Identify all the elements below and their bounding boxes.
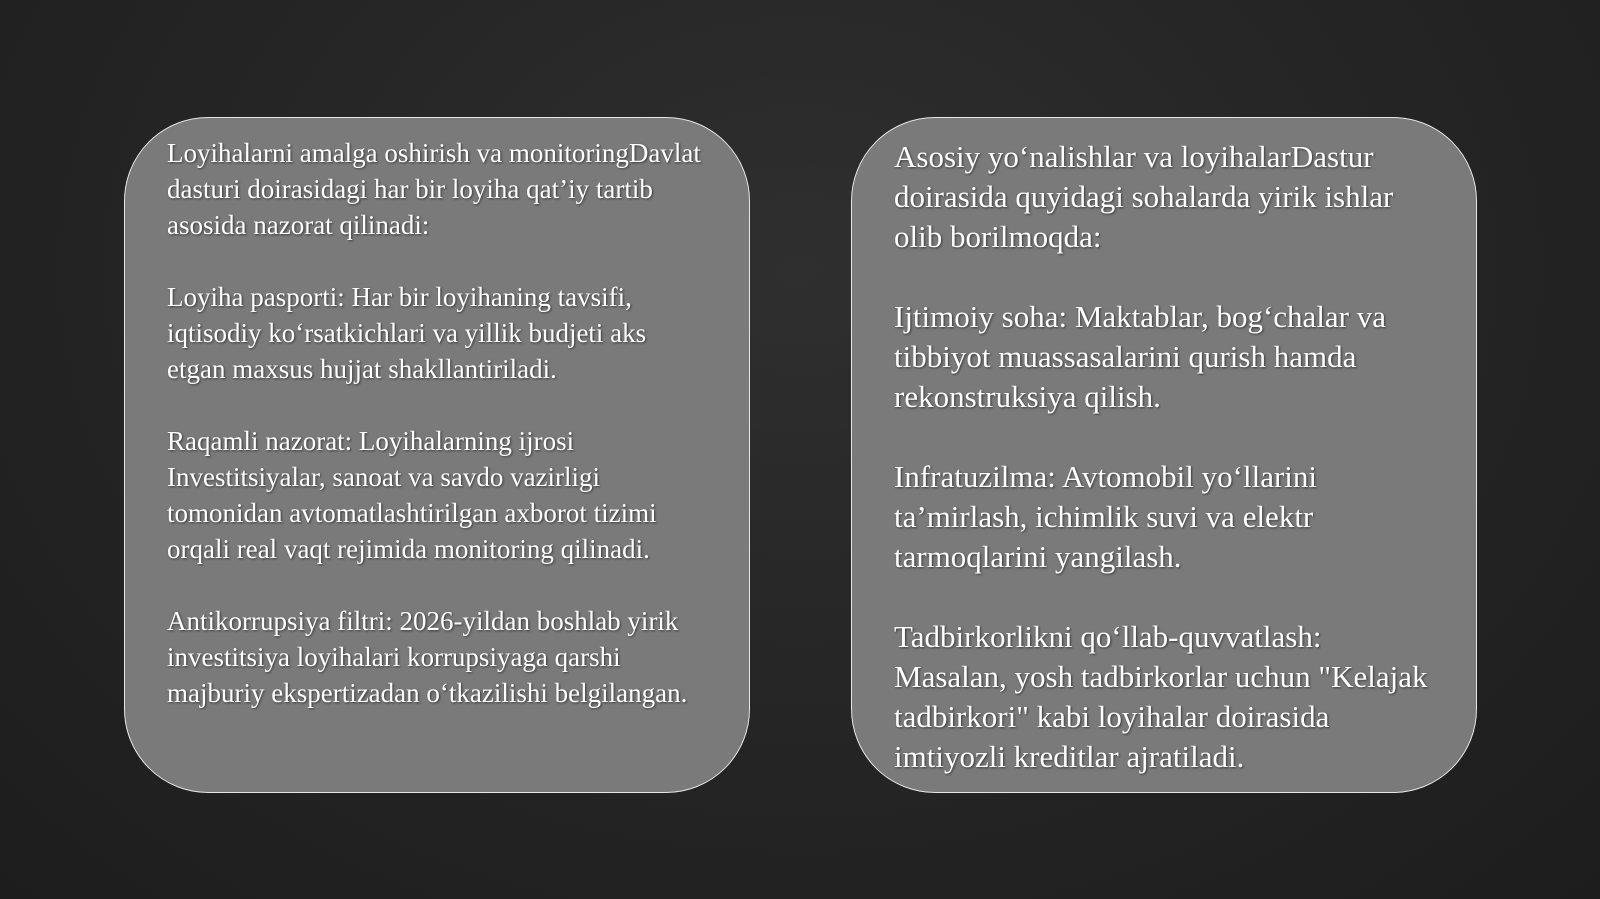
right-paragraph-intro: Asosiy yo‘nalishlar va loyihalarDastur doirasida quyidagi sohalarda yirik ishlar olib borilmoqda: bbox=[894, 139, 1394, 254]
left-paragraph-project-passport: Loyiha pasporti: Har bir loyihaning tavsifi, iqtisodiy ko‘rsatkichlari va yillik budjeti aks etgan maxsus hujjat shakllantiriladi. bbox=[167, 282, 647, 384]
left-paragraph-digital-control: Raqamli nazorat: Loyihalarning ijrosi Investitsiyalar, sanoat va savdo vazirligi tomonidan avtomatlashtirilgan axborot tizimi orqali real vaqt rejimida monitoring qilinadi. bbox=[167, 426, 657, 564]
right-paragraph-infrastructure: Infratuzilma: Avtomobil yo‘llarini ta’mirlash, ichimlik suvi va elektr tarmoqlarini yangilash. bbox=[894, 459, 1317, 574]
right-paragraph-social: Ijtimoiy soha: Maktablar, bog‘chalar va tibbiyot muassasalarini qurish hamda rekonstruksiya qilish. bbox=[894, 299, 1387, 414]
right-paragraph-business-support: Tadbirkorlikni qo‘llab-quvvatlash: Masalan, yosh tadbirkorlar uchun "Kelajak tadbirkori" kabi loyihalar doirasida imtiyozli kreditlar ajratiladi. bbox=[894, 619, 1428, 774]
text-card-left bbox=[124, 117, 750, 793]
left-paragraph-intro: Loyihalarni amalga oshirish va monitoringDavlat dasturi doirasidagi har bir loyiha qat’iy tartib asosida nazorat qilinadi: bbox=[167, 138, 701, 240]
text-card-right bbox=[851, 117, 1477, 793]
left-paragraph-anticorruption: Antikorrupsiya filtri: 2026-yildan boshlab yirik investitsiya loyihalari korrupsiyaga qarshi majburiy ekspertizadan o‘tkazilishi belgilangan. bbox=[167, 606, 688, 708]
